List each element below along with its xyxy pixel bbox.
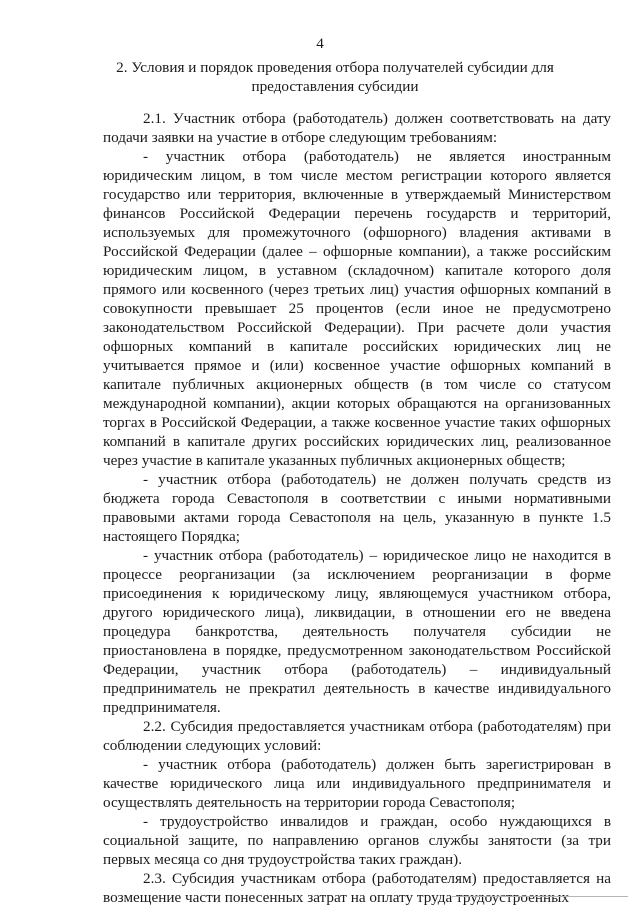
page-number: 4 [316,35,324,52]
paragraph-2-3: 2.3. Субсидия участникам отбора (работодателям) предоставляется на возмещение части понесенных затрат на оплату труда трудоустроенных [103,870,611,906]
document-body [103,109,611,907]
list-item: - участник отбора (работодатель) должен быть зарегистрирован в качестве юридического лица или индивидуального предпринимателя и осуществлять деятельность на территории города Севастополя; [103,756,611,811]
list-item: - трудоустройство инвалидов и граждан, особо нуждающихся в социальной защите, по направлению органов службы занятости (за три первых месяца со дня трудоустройства таких граждан). [103,813,611,868]
list-item: - участник отбора (работодатель) – юридическое лицо не находится в процессе реорганизации (за исключением реорганизации в форме присоединения к юридическому лицу, являющемуся участником отбора, другого юридического лица), ликвидации, в отношении его не введена процедура банкротства, деятельность получателя субсидии не приостановлена в порядке, предусмотренном законодательством Российской Федерации, участник отбора (работодатель) – индивидуальный предприниматель не прекратил деятельность в качестве индивидуального предпринимателя. [103,547,611,716]
list-item: - участник отбора (работодатель) не является иностранным юридическим лицом, в том числе местом регистрации которого является государство или территория, включенные в утверждаемый Министерством финансов Российской Федерации перечень государств и территорий, используемых для промежуточного (офшорного) владения активами в Российской Федерации (далее – офшорные компании), а также российским юридическим лицом, в уставном (складочном) капитале которого доля прямого или косвенного (через третьих лиц) участия офшорных компаний в совокупности превышает 25 процентов (если иное не предусмотрено законодательством Российской Федерации). При расчете доли участия офшорных компаний в капитале российских юридических лиц не учитывается прямое и (или) косвенное участие офшорных компаний в капитале публичных акционерных обществ (в том числе со статусом международной компании), акции которых обращаются на организованных торгах в Российской Федерации, а также косвенное участие таких офшорных компаний в капитале других российских юридических лиц, реализованное через участие в капитале указанных публичных акционерных обществ; [103,148,611,469]
section-title: 2. Условия и порядок проведения отбора получателей субсидии для предоставления субсидии [116,59,554,95]
paragraph-2-1: 2.1. Участник отбора (работодатель) должен соответствовать на дату подачи заявки на участие в отборе следующим требованиям: [103,110,611,146]
list-item: - участник отбора (работодатель) не должен получать средств из бюджета города Севастополя в соответствии с иными нормативными правовыми актами города Севастополя на цель, указанную в пункте 1.5 настоящего Порядка; [103,471,611,545]
paragraph-2-2: 2.2. Субсидия предоставляется участникам отбора (работодателям) при соблюдении следующих условий: [103,718,611,754]
scan-edge-line [452,896,628,897]
